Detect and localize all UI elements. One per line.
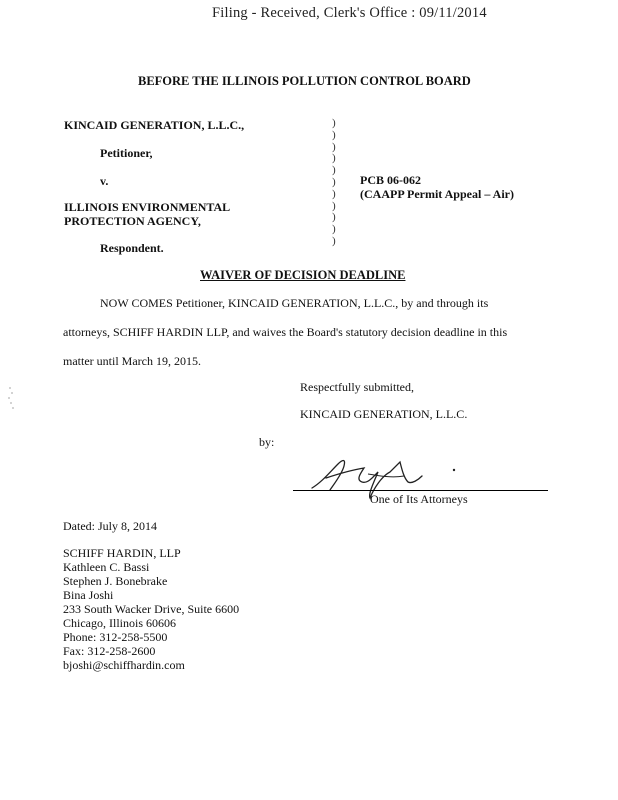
case-type: (CAAPP Permit Appeal – Air) [360,187,514,201]
respondent-role: Respondent. [100,241,164,255]
petitioner-role: Petitioner, [100,146,153,160]
attorney-contact-block [63,546,239,672]
law-firm-name: SCHIFF HARDIN, LLP [63,546,181,560]
waiver-line-2: attorneys, SCHIFF HARDIN LLP, and waives the Board's statutory decision deadline in this [63,325,508,339]
by-label: by: [259,435,275,449]
contact-line: Kathleen C. Bassi [63,560,150,574]
waiver-line-1: NOW COMES Petitioner, KINCAID GENERATION, L.L.C., by and through its [100,296,489,310]
signature-line [293,490,548,491]
petitioner-name: KINCAID GENERATION, L.L.C., [64,118,245,132]
respondent-name-line2: PROTECTION AGENCY, [64,214,201,228]
contact-line: bjoshi@schiffhardin.com [63,658,185,672]
case-number: PCB 06-062 [360,173,421,187]
contact-line: Bina Joshi [63,588,114,602]
signer-caption: One of Its Attorneys [370,492,468,506]
caption-parentheses: ) ) ) ) ) ) ) ) ) ) ) [332,117,336,247]
contact-line: Stephen J. Bonebrake [63,574,168,588]
waiver-title: WAIVER OF DECISION DEADLINE [200,268,406,282]
contact-line: Chicago, Illinois 60606 [63,616,176,630]
versus-label: v. [100,174,109,188]
filing-stamp: Filing - Received, Clerk's Office : 09/11/2014 [212,5,487,21]
contact-line: 233 South Wacker Drive, Suite 6600 [63,602,240,616]
case-number-block [360,173,514,201]
board-title: BEFORE THE ILLINOIS POLLUTION CONTROL BOARD [138,74,471,88]
signing-company: KINCAID GENERATION, L.L.C. [300,407,468,421]
waiver-line-3: matter until March 19, 2015. [63,354,201,368]
contact-line: Fax: 312-258-2600 [63,644,156,658]
margin-scan-mark [6,385,16,415]
respondent-name-line1: ILLINOIS ENVIRONMENTAL [64,200,231,214]
closing: Respectfully submitted, [300,380,414,394]
dated-line: Dated: July 8, 2014 [63,519,157,533]
contact-line: Phone: 312-258-5500 [63,630,168,644]
